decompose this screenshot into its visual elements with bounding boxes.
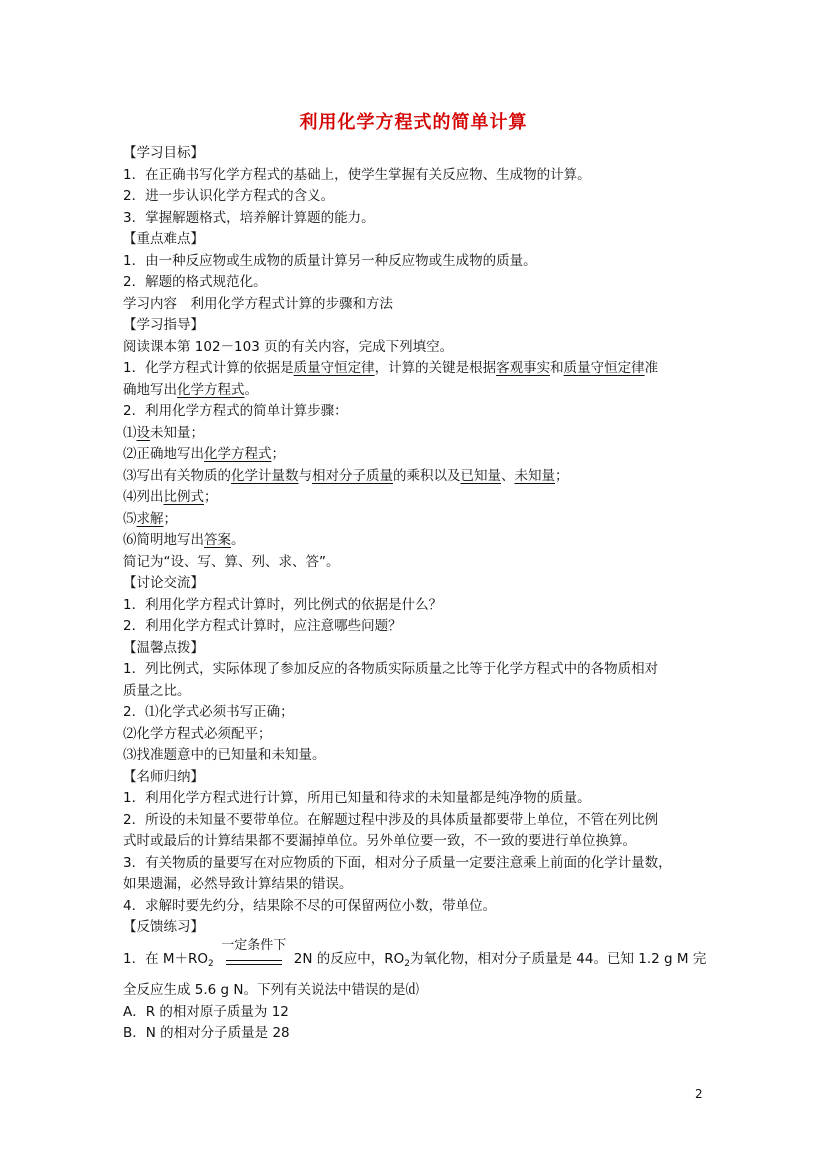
document-title: 利用化学方程式的简单计算 — [299, 112, 528, 133]
text: 1．化学方程式计算的依据是 — [123, 360, 294, 376]
text: 。 — [244, 381, 258, 398]
blank-answer: 化学方程式 — [204, 446, 272, 462]
text: ； — [204, 489, 218, 505]
text: ，计算的关键是根据 — [374, 360, 497, 376]
paragraph: 2．所设的未知量不要带单位。在解题过程中涉及的具体质量都要带上单位，不管在列比例 — [123, 811, 659, 828]
paragraph — [123, 380, 708, 402]
section-header-tips: 【温馨点拨】 — [123, 639, 204, 656]
paragraph: 2．利用化学方程式计算时，应注意哪些问题？ — [123, 618, 402, 634]
paragraph: 1．由一种反应物或生成物的质量计算另一种反应物或生成物的质量。 — [123, 252, 537, 269]
reaction-condition: 一定条件下 — [221, 937, 287, 953]
text: 为氧化物，相对分子质量是 44。已知 1.2 g M 完 — [410, 950, 707, 967]
blank-answer: 未知量 — [514, 467, 555, 484]
blank-answer: 化学计量数 — [231, 467, 299, 484]
blank-answer: 质量守恒定律 — [293, 360, 375, 376]
paragraph: 简记为“设、写、算、列、求、答”。 — [123, 553, 340, 570]
document-body — [123, 143, 708, 1045]
paragraph: 如果遗漏，必然导致计算结果的错误。 — [123, 876, 353, 892]
paragraph: 式时或最后的计算结果都不要漏掉单位。另外单位要一致，不一致的要进行单位换算。 — [123, 833, 636, 849]
paragraph: 4．求解时要先约分，结果除不尽的可保留两位小数，带单位。 — [123, 897, 497, 914]
text: 未知量； — [150, 424, 204, 441]
reaction-arrow — [214, 937, 294, 970]
section-header-guide: 【学习指导】 — [123, 317, 204, 333]
text: 确地写出 — [123, 381, 177, 398]
page-number: 2 — [695, 1087, 703, 1101]
section-header-goals: 【学习目标】 — [123, 145, 204, 161]
blank-answer: 相对分子质量 — [312, 467, 393, 484]
step-item — [123, 444, 708, 466]
text: ⑷列出 — [123, 489, 164, 505]
content-line: 学习内容 利用化学方程式计算的步骤和方法 — [123, 295, 393, 312]
blank-answer: 质量守恒定律 — [563, 360, 645, 376]
step-item — [123, 466, 708, 488]
text: ⑹简明地写出 — [123, 532, 204, 548]
blank-answer: 设 — [136, 424, 150, 441]
text: ； — [555, 467, 569, 484]
step-item — [123, 509, 708, 531]
blank-answer: 求解 — [136, 510, 164, 527]
paragraph: ⑵化学方程式必须配平； — [123, 725, 272, 742]
subscript: 2 — [404, 958, 411, 969]
option-item: B．N 的相对分子质量是 28 — [123, 1025, 290, 1041]
paragraph: 2．⑴化学式必须书写正确； — [123, 704, 294, 720]
text: 的乘积以及 — [393, 467, 461, 484]
section-header-key: 【重点难点】 — [123, 231, 204, 247]
blank-answer: 客观事实 — [496, 360, 551, 376]
section-header-discuss: 【讨论交流】 — [123, 575, 204, 591]
step-item — [123, 530, 708, 552]
blank-answer: 化学方程式 — [177, 381, 245, 398]
paragraph: 2．利用化学方程式的简单计算步骤： — [123, 403, 348, 419]
step-item — [123, 487, 708, 509]
paragraph: 2．解题的格式规范化。 — [123, 274, 267, 290]
paragraph: 质量之比。 — [123, 682, 191, 699]
paragraph: 3．掌握解题格式，培养解计算题的能力。 — [123, 209, 375, 226]
section-header-summary: 【名师归纳】 — [123, 768, 204, 785]
blank-answer: 已知量 — [460, 467, 501, 484]
text: 和 — [550, 360, 564, 376]
paragraph: 阅读课本第 102－103 页的有关内容，完成下列填空。 — [123, 338, 454, 355]
paragraph: ⑶找准题意中的已知量和未知量。 — [123, 747, 326, 763]
text: ⑶写出有关物质的 — [123, 467, 231, 484]
option-item: A．R 的相对原子质量为 12 — [123, 1003, 289, 1020]
text: ⑵正确地写出 — [123, 446, 204, 462]
text: ⑸ — [123, 510, 137, 527]
paragraph: 1．利用化学方程式计算时，列比例式的依据是什么？ — [123, 596, 443, 613]
text: 2N 的反应中，RO — [293, 950, 405, 967]
subscript: 2 — [208, 958, 214, 969]
text: 1．在 M＋RO — [123, 950, 209, 967]
text: ； — [163, 510, 177, 527]
paragraph: 2．进一步认识化学方程式的含义。 — [123, 188, 335, 204]
paragraph: 1．利用化学方程式进行计算，所用已知量和待求的未知量都是纯净物的质量。 — [123, 790, 591, 806]
text: ； — [271, 446, 285, 462]
text: 与 — [298, 467, 312, 484]
double-line-arrow-icon — [226, 960, 282, 965]
question-line — [123, 937, 708, 976]
paragraph: 3．有关物质的量要写在对应物质的下面，相对分子质量一定要注意乘上前面的化学计量数， — [123, 854, 672, 871]
text: ⑴ — [123, 424, 137, 441]
blank-answer: 答案 — [204, 532, 231, 548]
text: 准 — [644, 360, 659, 376]
text: 、 — [501, 467, 515, 484]
blank-answer: 比例式 — [163, 489, 204, 505]
step-item — [123, 423, 708, 445]
section-header-practice: 【反馈练习】 — [123, 919, 204, 935]
paragraph: 1．在正确书写化学方程式的基础上，使学生掌握有关反应物、生成物的计算。 — [123, 166, 591, 183]
paragraph — [123, 358, 708, 380]
paragraph: 1．列比例式，实际体现了参加反应的各物质实际质量之比等于化学方程式中的各物质相对 — [123, 661, 659, 677]
text: 。 — [231, 532, 245, 548]
question-line: 全反应生成 5.6 g N。下列有关说法中错误的是⒟ — [123, 982, 420, 998]
